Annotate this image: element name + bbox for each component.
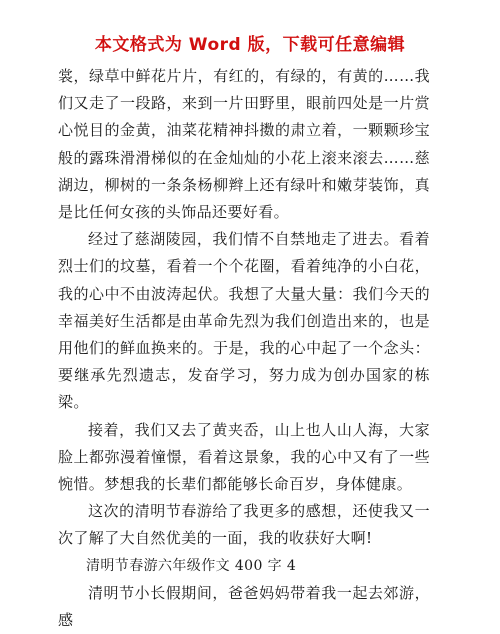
- article-body: [58, 63, 430, 634]
- download-banner: 本文格式为 Word 版，下载可任意编辑: [94, 35, 406, 55]
- paragraph-5: 清明节小长假期间，爸爸妈妈带着我一起去郊游，感: [58, 583, 430, 630]
- section-heading: 清明节春游六年级作文 400 字 4: [86, 557, 297, 574]
- paragraph-1: 裳，绿草中鲜花片片，有红的，有绿的，有黄的……我们又走了一段路，来到一片田野里，眼前四处是一片赏心悦目的金黄，油菜花精神抖擞的肃立着，一颗颗珍宝般的露珠滑滑梯似的在金灿灿的小花上滚来滚去……慈湖边，柳树的一条条杨柳辫上还有绿叶和嫩芽装饰，真是比任何女孩的头饰品还要好看。: [58, 67, 430, 222]
- paragraph-2: 经过了慈湖陵园，我们情不自禁地走了进去。看着烈士们的坟墓，看着一个个花圈，看着纯净的小白花，我的心中不由波涛起伏。我想了大量大量：我们今天的幸福美好生活都是由革命先烈为我们创造出来的，也是用他们的鲜血换来的。于是，我的心中起了一个念头：要继承先烈遗志，发奋学习，努力成为创办国家的栋梁。: [58, 230, 430, 412]
- paragraph-4: 这次的清明节春游给了我更多的感想，还使我又一次了解了大自然优美的一面，我的收获好大啊!: [58, 502, 430, 548]
- paragraph-3: 接着，我们又去了黄夹岙，山上也人山人海，大家脸上都弥漫着憧憬，看着这景象，我的心中又有了一些惋惜。梦想我的长辈们都能够长命百岁，身体健康。: [58, 420, 430, 494]
